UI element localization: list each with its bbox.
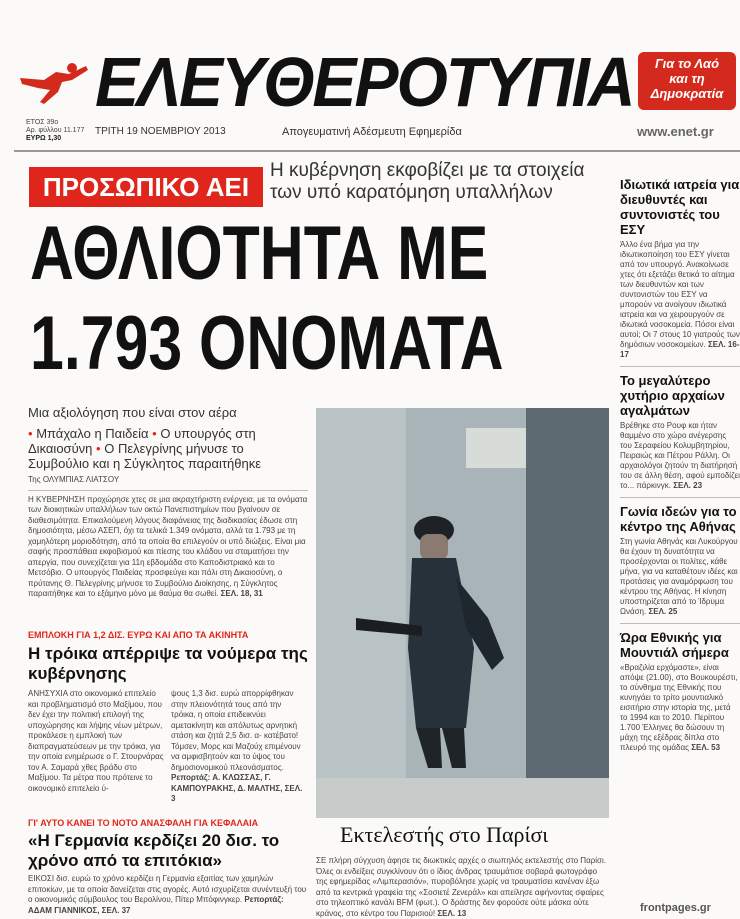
watermark: frontpages.gr	[640, 902, 711, 914]
sidebar-item-body: Βρέθηκε στο Ρουφ και ήταν θαμμένο στο χώρο ανέγερσης του Σεραφείου Κολυμβητηρίου, Πειραιώς και Πέτρου Ράλλη. Οι αρχαιολόγοι ζητούν τη διατήρησή του σε άλλη θέση, αφού εμποδίζει το... πάρκινγκ.	[620, 421, 740, 490]
lead-body-text: Η ΚΥΒΕΡΝΗΣΗ προχώρησε χτες σε μια ακραχτήριστη ενέργεια, με τα ονόματα των διοικητικών υπαλλήλων των οκτώ Πανεπιστημίων που βγαίνουν σε διαθεσιμότητα. Επικαλούμενη λόγους διαφάνειας της διαδικασίας έδωσε στη δημοσιότητα, μέσω ΑΣΕΠ, όχι τα τελικά 1.349 ονόματα, αλλά τα 1.793 με τη χαμηλότερη μοριοδότηση, από τα οποία θα επιλεγούν οι υπό διώξεις. Είναι μια σαφής προσπάθεια εκφοβισμού και πίεσης του κλάδου να σταματήσει την απεργία, που συνεχίζεται για 11η εβδομάδα στο Καποδιστριακό και το Μετσόβιο. Ο υπουργός Παιδείας προσφεύγει και πάλι στη Δικαιοσύνη, ο πρύτανης Θ. Πελεγρίνης μήνυσε το Συμβούλιο Διοίκησης, η Σύγκλητος παραιτήθηκε και το εξάμηνο μόνο με θαύμα θα σωθεί.	[28, 494, 308, 598]
troika-ref: ΣΕΛ. 3	[171, 783, 303, 803]
troika-reporters: Ρεπορτάζ: Α. ΚΛΩΣΣΑΣ, Γ. ΚΑΜΠΟΥΡΑΚΗΣ, Δ. ΜΑΛΤΗΣ,	[171, 773, 283, 793]
troika-body-right-text: ψους 1,3 δισ. ευρώ απορρίφθηκαν στην πλειονότητά τους από την τρόικα, η οποία επιδεικνύει αμετακίνητη και απόλυτως αρνητική στάση και ζητά 2,5 δισ. α- κατέβατο! Τόμσεν, Μορς και Μαζούχ επιμένουν να αμφισβητούν και το ύψος του δημοσιονομικού πλεονάσματος.	[171, 689, 301, 772]
issue-info	[26, 119, 84, 143]
sidebar-item-ref: ΣΕΛ. 53	[691, 743, 721, 752]
bullet-1: Μπάχαλο η Παιδεία	[36, 426, 149, 441]
lead-kicker: Μια αξιολόγηση που είναι στον αέρα	[28, 405, 237, 420]
photo-story	[316, 856, 610, 919]
troika-body-left: ΑΝΗΣΥΧΙΑ στο οικονομικό επιτελείο και προβληματισμό στο Μαξίμου, που δεν έχει την πολιτική επιλογή της υποχώρησης και λήψης νέων μέτρων, προκάλεσε η εμπλοκή των διαπραγματεύσεων με την τρόικα, για την οποία ενημέρωσε ο Γ. Στουρνάρας τον Α. Σαμαρά χθες βράδυ στο Μαξίμου. Τα μέτρα που πρότεινε το οικονομικό επιτελείο ύ-	[28, 689, 164, 793]
bullet-icon: •	[28, 426, 33, 441]
troika-headline: Η τρόικα απέρριψε τα νούμερα της κυβέρνησης	[28, 644, 308, 683]
germany-kicker: ΓΙ' ΑΥΤΟ ΚΑΝΕΙ ΤΟ ΝΟΤΟ ΑΝΑΣΦΑΛΗ ΓΙΑ ΚΕΦΑΛΑΙΑ	[28, 818, 259, 828]
photo-story-text: ΣΕ πλήρη σύγχυση άφησε τις διωκτικές αρχές ο σιωπηλός εκτελεστής στο Παρίσι. Όλες οι ενδείξεις συγκλίνουν ότι ο ίδιος άνδρας τραυμάτισε σοβαρά φωτογράφο της εφημερίδας «Λιμπερασιόν», πυροβόλησε χωρίς να τραυματίσει κανέναν έξω από τα κεντρικά γραφεία της «Σοσιετέ Ζενεράλ» και απείλησε αφήνοντας σφαίρες στο τηλεοπτικό κανάλι BFM (φωτ.). Ο δράστης δεν φορούσε ούτε μάσκα ούτε κράνος, στο κέντρο του Παρισιού!	[316, 856, 606, 918]
masthead-divider	[14, 150, 740, 152]
bullet-icon: •	[152, 426, 157, 441]
motto-line1: Για το Λαό	[654, 56, 720, 71]
section-badge: ΠΡΟΣΩΠΙΚΟ ΑΕΙ	[29, 167, 263, 207]
sidebar-item-body: Στη γωνία Αθηνάς και Λυκούργου θα έχουν τη δυνατότητα να προσέρχονται οι πολίτες, κάθε μήνα, για να καταθέτουν ιδέες και προτάσεις για αναμόρφωση του κέντρου της Αθήνας. Η κίνηση υποστηρίζεται από το Ίδρυμα Ωνάση.	[620, 537, 738, 616]
lead-divider	[28, 490, 308, 491]
photo-caption: Εκτελεστής στο Παρίσι	[340, 822, 549, 847]
sidebar-item-title: Ώρα Εθνικής για Μουντιάλ σήμερα	[620, 630, 729, 660]
germany-body-text: ΕΙΚΟΣΙ δισ. ευρώ το χρόνο κερδίζει η Γερμανία εξαιτίας των χαμηλών επιτοκίων, με τα οποία δανείζεται στις αγορές. Αυτό ισχυρίζεται συνέντευξή του ο οικονομικός σύμβουλος του Βερολίνου, Πίτερ Μπόφινγκερ.	[28, 874, 307, 904]
website-url: www.enet.gr	[637, 124, 714, 139]
photo-ref: ΣΕΛ. 13	[437, 908, 467, 918]
sidebar-item-body: Άλλο ένα βήμα για την ιδιωτικοποίηση του ΕΣΥ γίνεται από τον υπουργό. Ανακοίνωσε χτες ότι εξετάζει θετικά το αίτημα των διευθυντών και των συντονιστών του ΕΣΥ να μπορούν να ανοίγουν ιδιωτικά ιατρεία και να χειρουργούν σε ιδιωτικά νοσοκομεία. Πόσοι είναι αυτοί; Οι 7 στους 10 γιατρούς των δημόσιων νοσοκομείων.	[620, 240, 740, 349]
bullet-3: Ο Πελεγρίνης μήνυσε το Συμβούλιο και η Σύγκλητος παραιτήθηκε	[28, 441, 262, 471]
masthead-title: ΕΛΕΥΘΕΡΟΤΥΠΙΑ	[95, 43, 634, 121]
bullet-icon: •	[96, 441, 101, 456]
sidebar-item-text	[620, 421, 740, 491]
sidebar-item-text	[620, 537, 740, 617]
lead-bullets	[28, 426, 308, 471]
lead-headline-line1: ΑΘΛΙΟΤΗΤΑ ΜΕ	[30, 211, 489, 296]
runner-logo-icon	[14, 58, 94, 108]
sidebar	[620, 177, 740, 753]
lead-subhead: Η κυβέρνηση εκφοβίζει με τα στοιχεία των υπό καρατόμηση υπαλλήλων	[270, 160, 585, 203]
sidebar-divider	[620, 497, 740, 498]
troika-story	[28, 630, 308, 805]
bullet-2: Ο υπουργός στη Δικαιοσύνη	[28, 426, 256, 456]
motto-line3: Δημοκρατία	[650, 86, 724, 101]
issue-year: ΕΤΟΣ 39ο	[26, 119, 59, 126]
sidebar-item-title: Γωνία ιδεών για το κέντρο της Αθήνας	[620, 504, 737, 534]
troika-columns	[28, 689, 308, 805]
sidebar-item-title: Το μεγαλύτερο χυτήριο αρχαίων αγαλμάτων	[620, 373, 725, 418]
germany-story	[28, 818, 308, 916]
motto-box	[638, 52, 736, 110]
sidebar-divider	[620, 623, 740, 624]
lead-body	[28, 495, 308, 600]
troika-kicker: ΕΜΠΛΟΚΗ ΓΙΑ 1,2 ΔΙΣ. ΕΥΡΩ ΚΑΙ ΑΠΟ ΤΑ ΑΚΙΝΗΤΑ	[28, 630, 249, 640]
sidebar-item-text	[620, 240, 740, 360]
issue-number: Αρ. φύλλου 11.177	[26, 127, 85, 134]
sidebar-item-ref: ΣΕΛ. 23	[673, 481, 703, 490]
germany-reporter: Ρεπορτάζ: ΑΔΑΜ ΓΙΑΝΝΙΚΟΣ,	[28, 895, 284, 915]
germany-ref: ΣΕΛ. 37	[101, 905, 131, 915]
sidebar-item-ref: ΣΕΛ. 25	[648, 607, 678, 616]
issue-date: ΤΡΙΤΗ 19 ΝΟΕΜΒΡΙΟΥ 2013	[95, 126, 226, 137]
lead-story	[28, 405, 308, 600]
tagline: Απογευματινή Αδέσμευτη Εφημερίδα	[282, 126, 462, 138]
lead-headline-line2: 1.793 ΟΝΟΜΑΤΑ	[30, 301, 504, 386]
motto-line2: και τη	[669, 71, 705, 86]
germany-body	[28, 874, 308, 916]
germany-headline: «Η Γερμανία κερδίζει 20 δισ. το χρόνο από τα επιτόκια»	[28, 831, 280, 870]
cctv-photo	[316, 408, 609, 818]
issue-price: ΕΥΡΩ 1,30	[26, 135, 62, 142]
sidebar-item-body: «Βραζιλία ερχόμαστε», είναι απόψε (21.00), στο Βουκουρέστι, το σύνθημα της Εθνικής που κυνηγάει το τρίτο μουντιαλικό εισιτήριο στην ιστορία της, μετά το 1994 και το 2010. Περίπου 1.700 Έλληνες θα δώσουν τη μάχη της εξέδρας δίπλα στο πλευρό της ομάδας	[620, 663, 738, 752]
lead-byline: Της ΟΛΥΜΠΙΑΣ ΛΙΑΤΣΟΥ	[28, 475, 120, 484]
troika-body-right	[171, 689, 308, 805]
lead-ref: ΣΕΛ. 18, 31	[220, 589, 263, 598]
sidebar-item-text	[620, 663, 740, 753]
sidebar-divider	[620, 366, 740, 367]
sidebar-item-title: Ιδιωτικά ιατρεία για διευθυντές και συντονιστές του ΕΣΥ	[620, 177, 740, 237]
sidebar-item-ref: ΣΕΛ. 16-17	[620, 340, 740, 359]
gunman-image	[316, 408, 609, 818]
